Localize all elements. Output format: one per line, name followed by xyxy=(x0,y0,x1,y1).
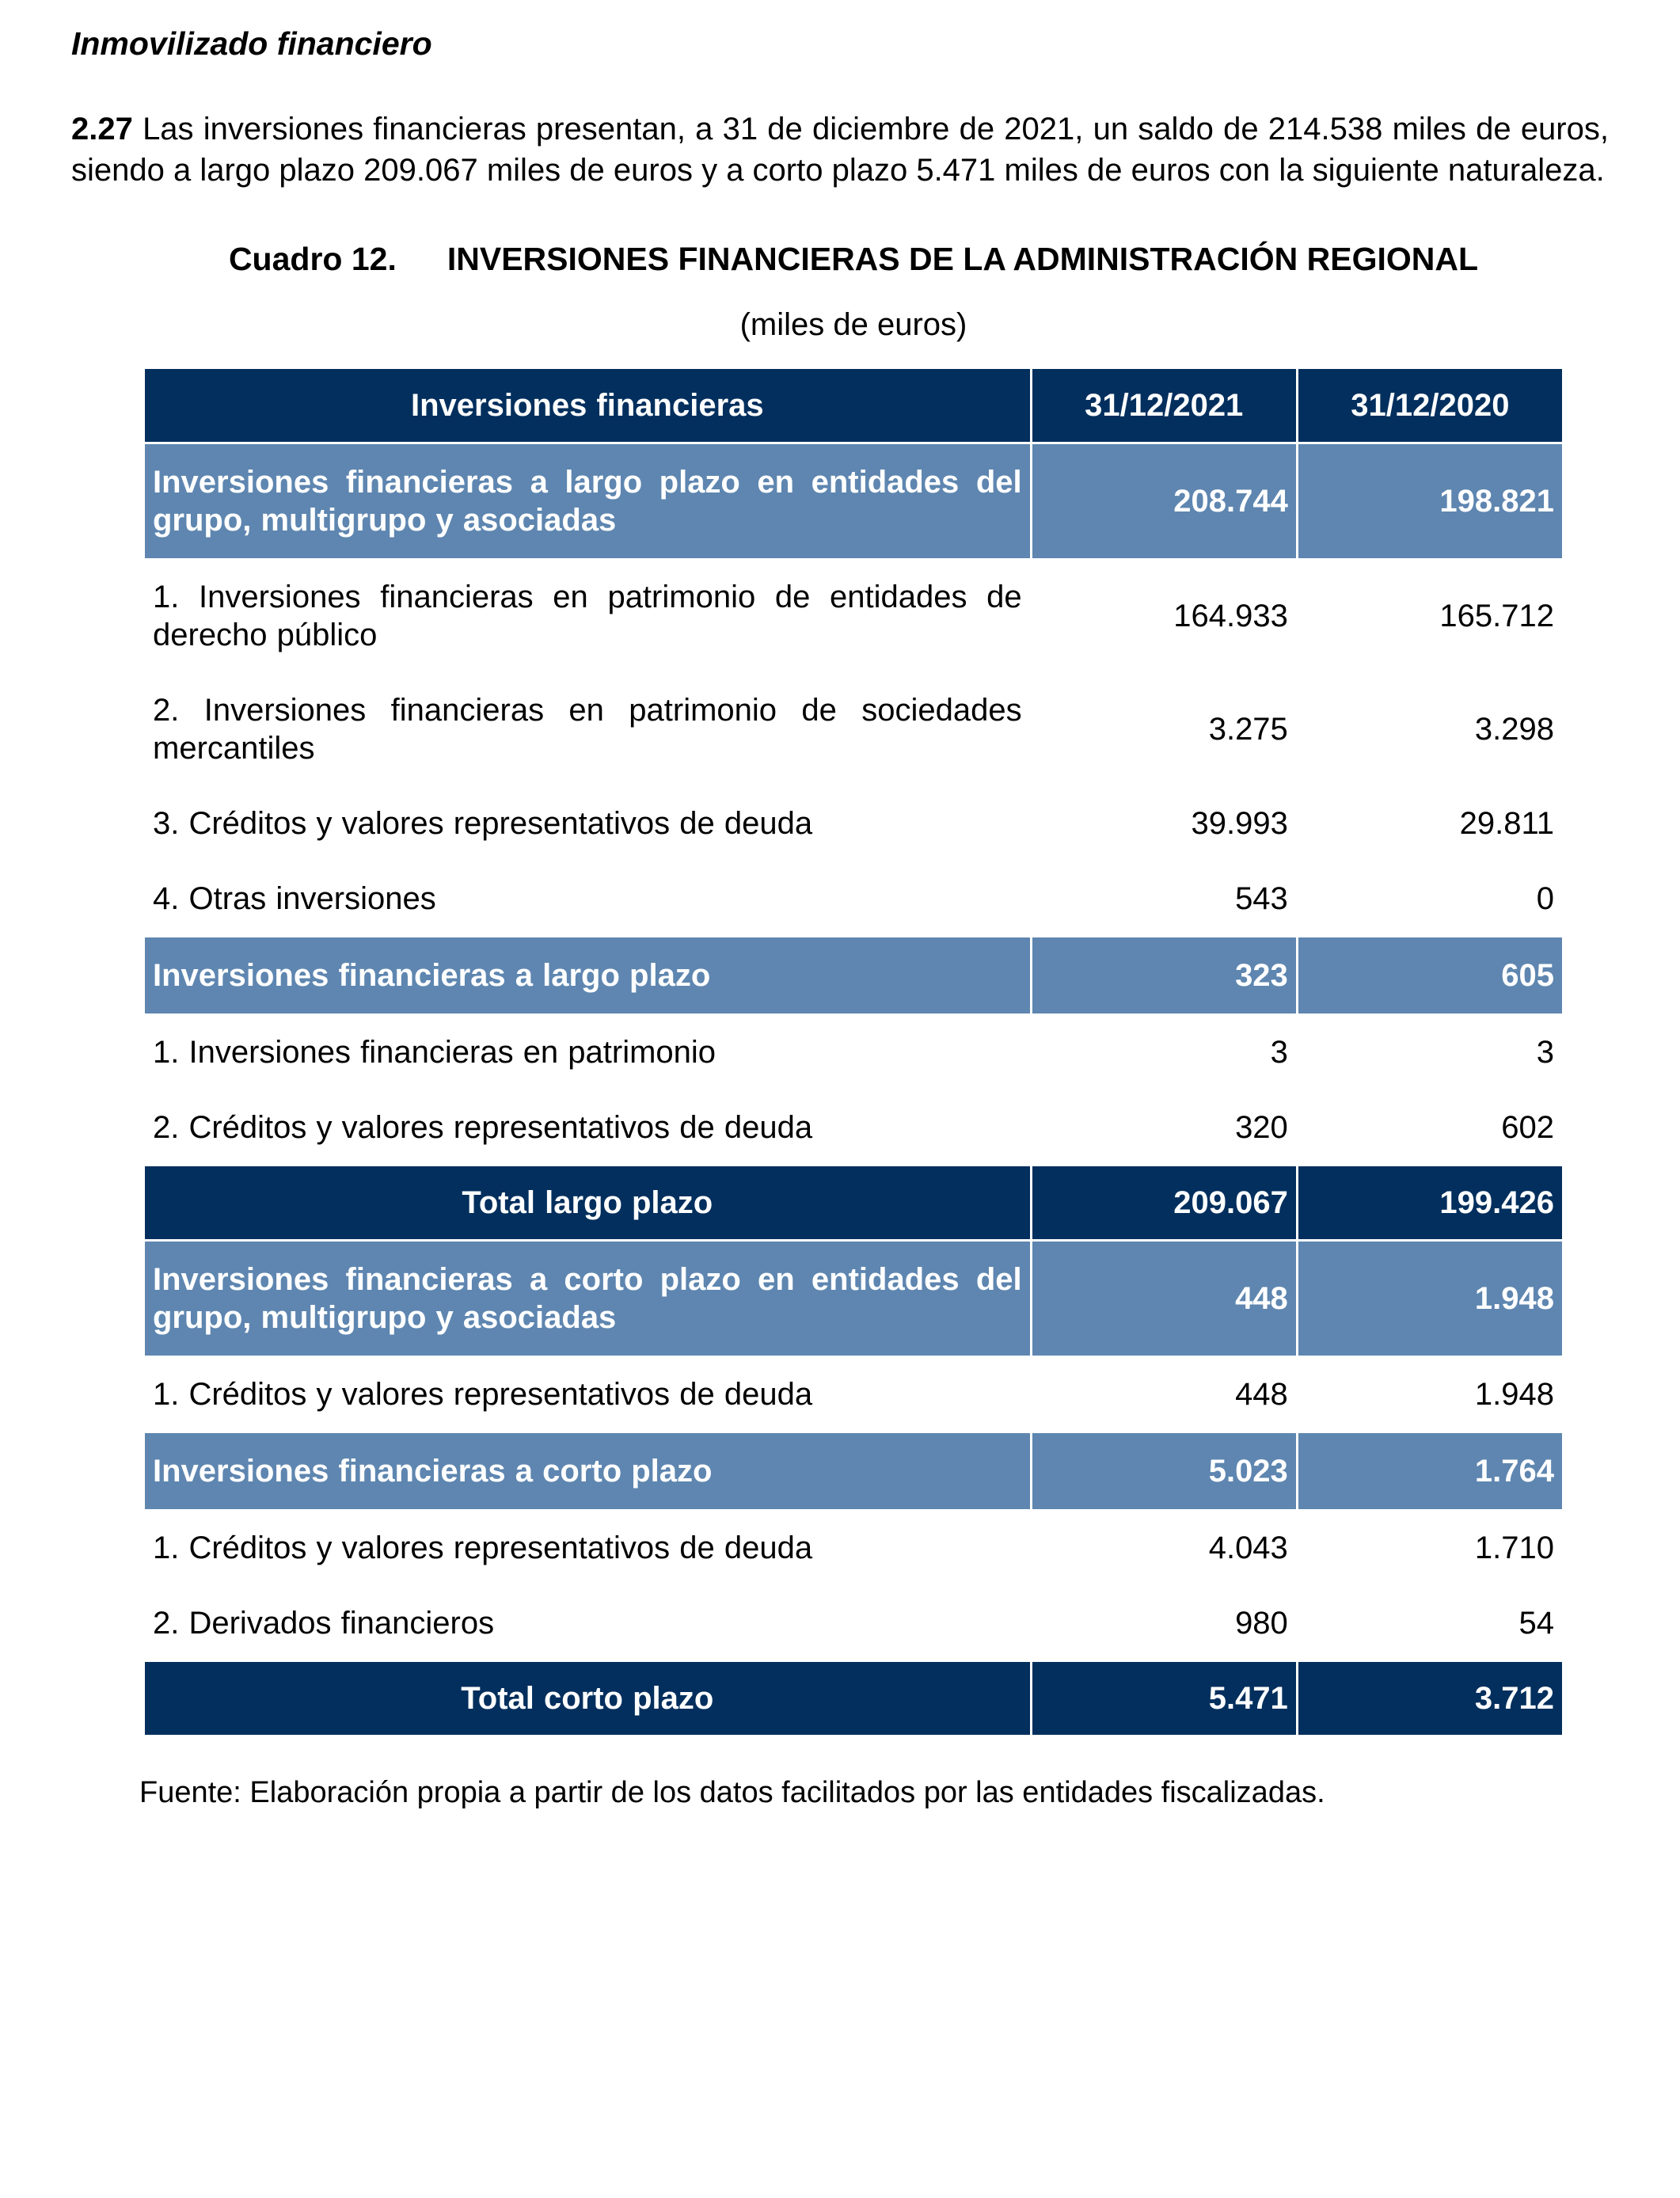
table-row xyxy=(144,443,1564,560)
row-value-2020: 1.948 xyxy=(1297,1241,1563,1357)
col-header-2021: 31/12/2021 xyxy=(1031,368,1297,443)
row-label: 3. Créditos y valores representativos de deuda xyxy=(144,786,1032,861)
row-label: 1. Inversiones financieras en patrimonio de entidades de derecho público xyxy=(144,560,1032,673)
row-label: Total largo plazo xyxy=(144,1166,1032,1241)
row-value-2020: 1.710 xyxy=(1297,1511,1563,1586)
row-value-2021: 448 xyxy=(1031,1357,1297,1432)
row-value-2021: 323 xyxy=(1031,937,1297,1015)
row-label: 1. Inversiones financieras en patrimonio xyxy=(144,1015,1032,1090)
row-value-2021: 3 xyxy=(1031,1015,1297,1090)
caption-label: Cuadro 12. xyxy=(228,241,397,278)
table-row xyxy=(144,1241,1564,1357)
table-row xyxy=(144,1661,1564,1736)
table-block xyxy=(143,240,1564,1737)
table-caption xyxy=(143,240,1564,279)
header-row xyxy=(144,368,1564,443)
row-value-2020: 605 xyxy=(1297,937,1563,1015)
row-value-2020: 29.811 xyxy=(1297,786,1563,861)
row-value-2020: 1.764 xyxy=(1297,1432,1563,1511)
table-header xyxy=(144,368,1564,443)
table-row xyxy=(144,937,1564,1015)
row-value-2021: 164.933 xyxy=(1031,560,1297,673)
table-row xyxy=(144,1015,1564,1090)
row-value-2021: 980 xyxy=(1031,1586,1297,1661)
row-value-2020: 0 xyxy=(1297,861,1563,937)
row-value-2020: 3.298 xyxy=(1297,673,1563,786)
row-label: Inversiones financieras a corto plazo xyxy=(144,1432,1032,1511)
table-row xyxy=(144,1166,1564,1241)
row-label: 2. Créditos y valores representativos de deuda xyxy=(144,1090,1032,1166)
table-row xyxy=(144,786,1564,861)
row-value-2020: 199.426 xyxy=(1297,1166,1563,1241)
table-row xyxy=(144,1511,1564,1586)
paragraph-text: Las inversiones financieras presentan, a 31 de diciembre de 2021, un saldo de 214.538 miles de euros, siendo a largo plazo 209.067 miles de euros y a corto plazo 5.471 miles de euros con la siguiente naturaleza. xyxy=(71,112,1609,188)
row-value-2021: 3.275 xyxy=(1031,673,1297,786)
table-body xyxy=(144,443,1564,1736)
section-heading: Inmovilizado financiero xyxy=(71,25,432,62)
row-value-2020: 602 xyxy=(1297,1090,1563,1166)
investments-table xyxy=(143,367,1564,1737)
table-units: (miles de euros) xyxy=(739,307,967,343)
source-note: Fuente: Elaboración propia a partir de los datos facilitados por las entidades fiscalizadas. xyxy=(139,1776,1325,1810)
table-row xyxy=(144,861,1564,937)
paragraph-2-27 xyxy=(71,108,1609,191)
row-value-2021: 320 xyxy=(1031,1090,1297,1166)
col-header-2020: 31/12/2020 xyxy=(1297,368,1563,443)
row-label: Inversiones financieras a largo plazo en entidades del grupo, multigrupo y asociadas xyxy=(144,443,1032,560)
row-value-2021: 4.043 xyxy=(1031,1511,1297,1586)
row-value-2021: 448 xyxy=(1031,1241,1297,1357)
row-label: Inversiones financieras a corto plazo en entidades del grupo, multigrupo y asociadas xyxy=(144,1241,1032,1357)
row-label: 2. Inversiones financieras en patrimonio de sociedades mercantiles xyxy=(144,673,1032,786)
row-value-2020: 1.948 xyxy=(1297,1357,1563,1432)
row-label: 1. Créditos y valores representativos de deuda xyxy=(144,1357,1032,1432)
row-label: 2. Derivados financieros xyxy=(144,1586,1032,1661)
row-value-2020: 54 xyxy=(1297,1586,1563,1661)
row-value-2021: 209.067 xyxy=(1031,1166,1297,1241)
caption-title: INVERSIONES FINANCIERAS DE LA ADMINISTRACIÓN REGIONAL xyxy=(447,241,1479,278)
table-row xyxy=(144,1586,1564,1661)
table-row xyxy=(144,560,1564,673)
table-row xyxy=(144,1090,1564,1166)
row-value-2021: 5.023 xyxy=(1031,1432,1297,1511)
row-value-2021: 5.471 xyxy=(1031,1661,1297,1736)
row-value-2020: 3.712 xyxy=(1297,1661,1563,1736)
row-label: 4. Otras inversiones xyxy=(144,861,1032,937)
row-value-2020: 3 xyxy=(1297,1015,1563,1090)
table-row xyxy=(144,1432,1564,1511)
row-value-2021: 543 xyxy=(1031,861,1297,937)
row-label: Inversiones financieras a largo plazo xyxy=(144,937,1032,1015)
row-value-2021: 39.993 xyxy=(1031,786,1297,861)
col-header-label: Inversiones financieras xyxy=(144,368,1032,443)
table-row xyxy=(144,673,1564,786)
row-value-2020: 165.712 xyxy=(1297,560,1563,673)
row-label: Total corto plazo xyxy=(144,1661,1032,1736)
row-label: 1. Créditos y valores representativos de deuda xyxy=(144,1511,1032,1586)
row-value-2021: 208.744 xyxy=(1031,443,1297,560)
table-row xyxy=(144,1357,1564,1432)
row-value-2020: 198.821 xyxy=(1297,443,1563,560)
paragraph-number: 2.27 xyxy=(71,112,133,147)
